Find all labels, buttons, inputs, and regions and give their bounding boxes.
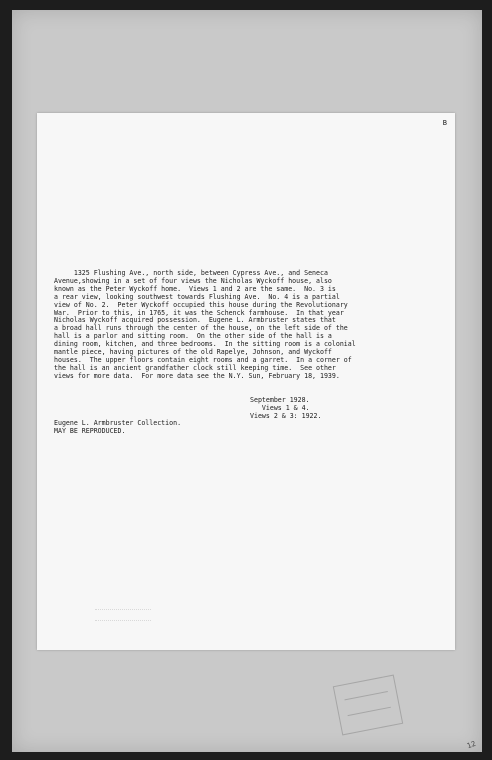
body-line: view of No. 2. Peter Wyckoff occupied this house during the Revolutionary [54,300,348,309]
body-line: a broad hall runs through the center of the house, on the left side of the [54,324,348,333]
body-line: Nicholas Wyckoff acquired possession. Eugene L. Armbruster states that [54,316,336,325]
faint-stamp-mark [95,609,151,621]
page-number: 12 [465,739,478,751]
reproduction-notice: MAY BE REPRODUCED. [54,426,126,435]
document-sheet [37,113,455,650]
date-line: September 1928. [250,396,310,404]
body-line: hall is a parlor and sitting room. On the other side of the hall is a [54,332,332,341]
body-line: a rear view, looking southwest towards Flushing Ave. No. 4 is a partial [54,292,340,301]
body-line: dining room, kitchen, and three bedrooms. In the sitting room is a colonial [54,340,356,349]
body-line: houses. The upper floors contain eight rooms and a garret. In a corner of [54,355,352,364]
date-line: Views 2 & 3: 1922. [250,411,322,420]
body-line: the hall is an ancient grandfather clock still keeping time. See other [54,363,336,372]
body-line: Avenue,showing in a set of four views the Nicholas Wyckoff house, also [54,276,332,285]
body-line: mantle piece, having pictures of the old Rapelye, Johnson, and Wyckoff [54,348,332,357]
description-body [54,270,356,381]
body-line: War. Prior to this, in 1765, it was the Schenck farmhouse. In that year [54,308,344,317]
credit-line: Eugene L. Armbruster Collection. [54,419,182,427]
date-line: Views 1 & 4. [250,403,310,412]
corner-letter: B [442,119,447,127]
body-line: 1325 Flushing Ave., north side, between Cypress Ave., and Seneca [54,269,328,277]
date-block [250,397,321,421]
body-line: known as the Peter Wyckoff home. Views 1 and 2 are the same. No. 3 is [54,284,336,293]
body-line: views for more data. For more data see the N.Y. Sun, February 18, 1939. [54,371,340,380]
credit-block [54,420,181,436]
